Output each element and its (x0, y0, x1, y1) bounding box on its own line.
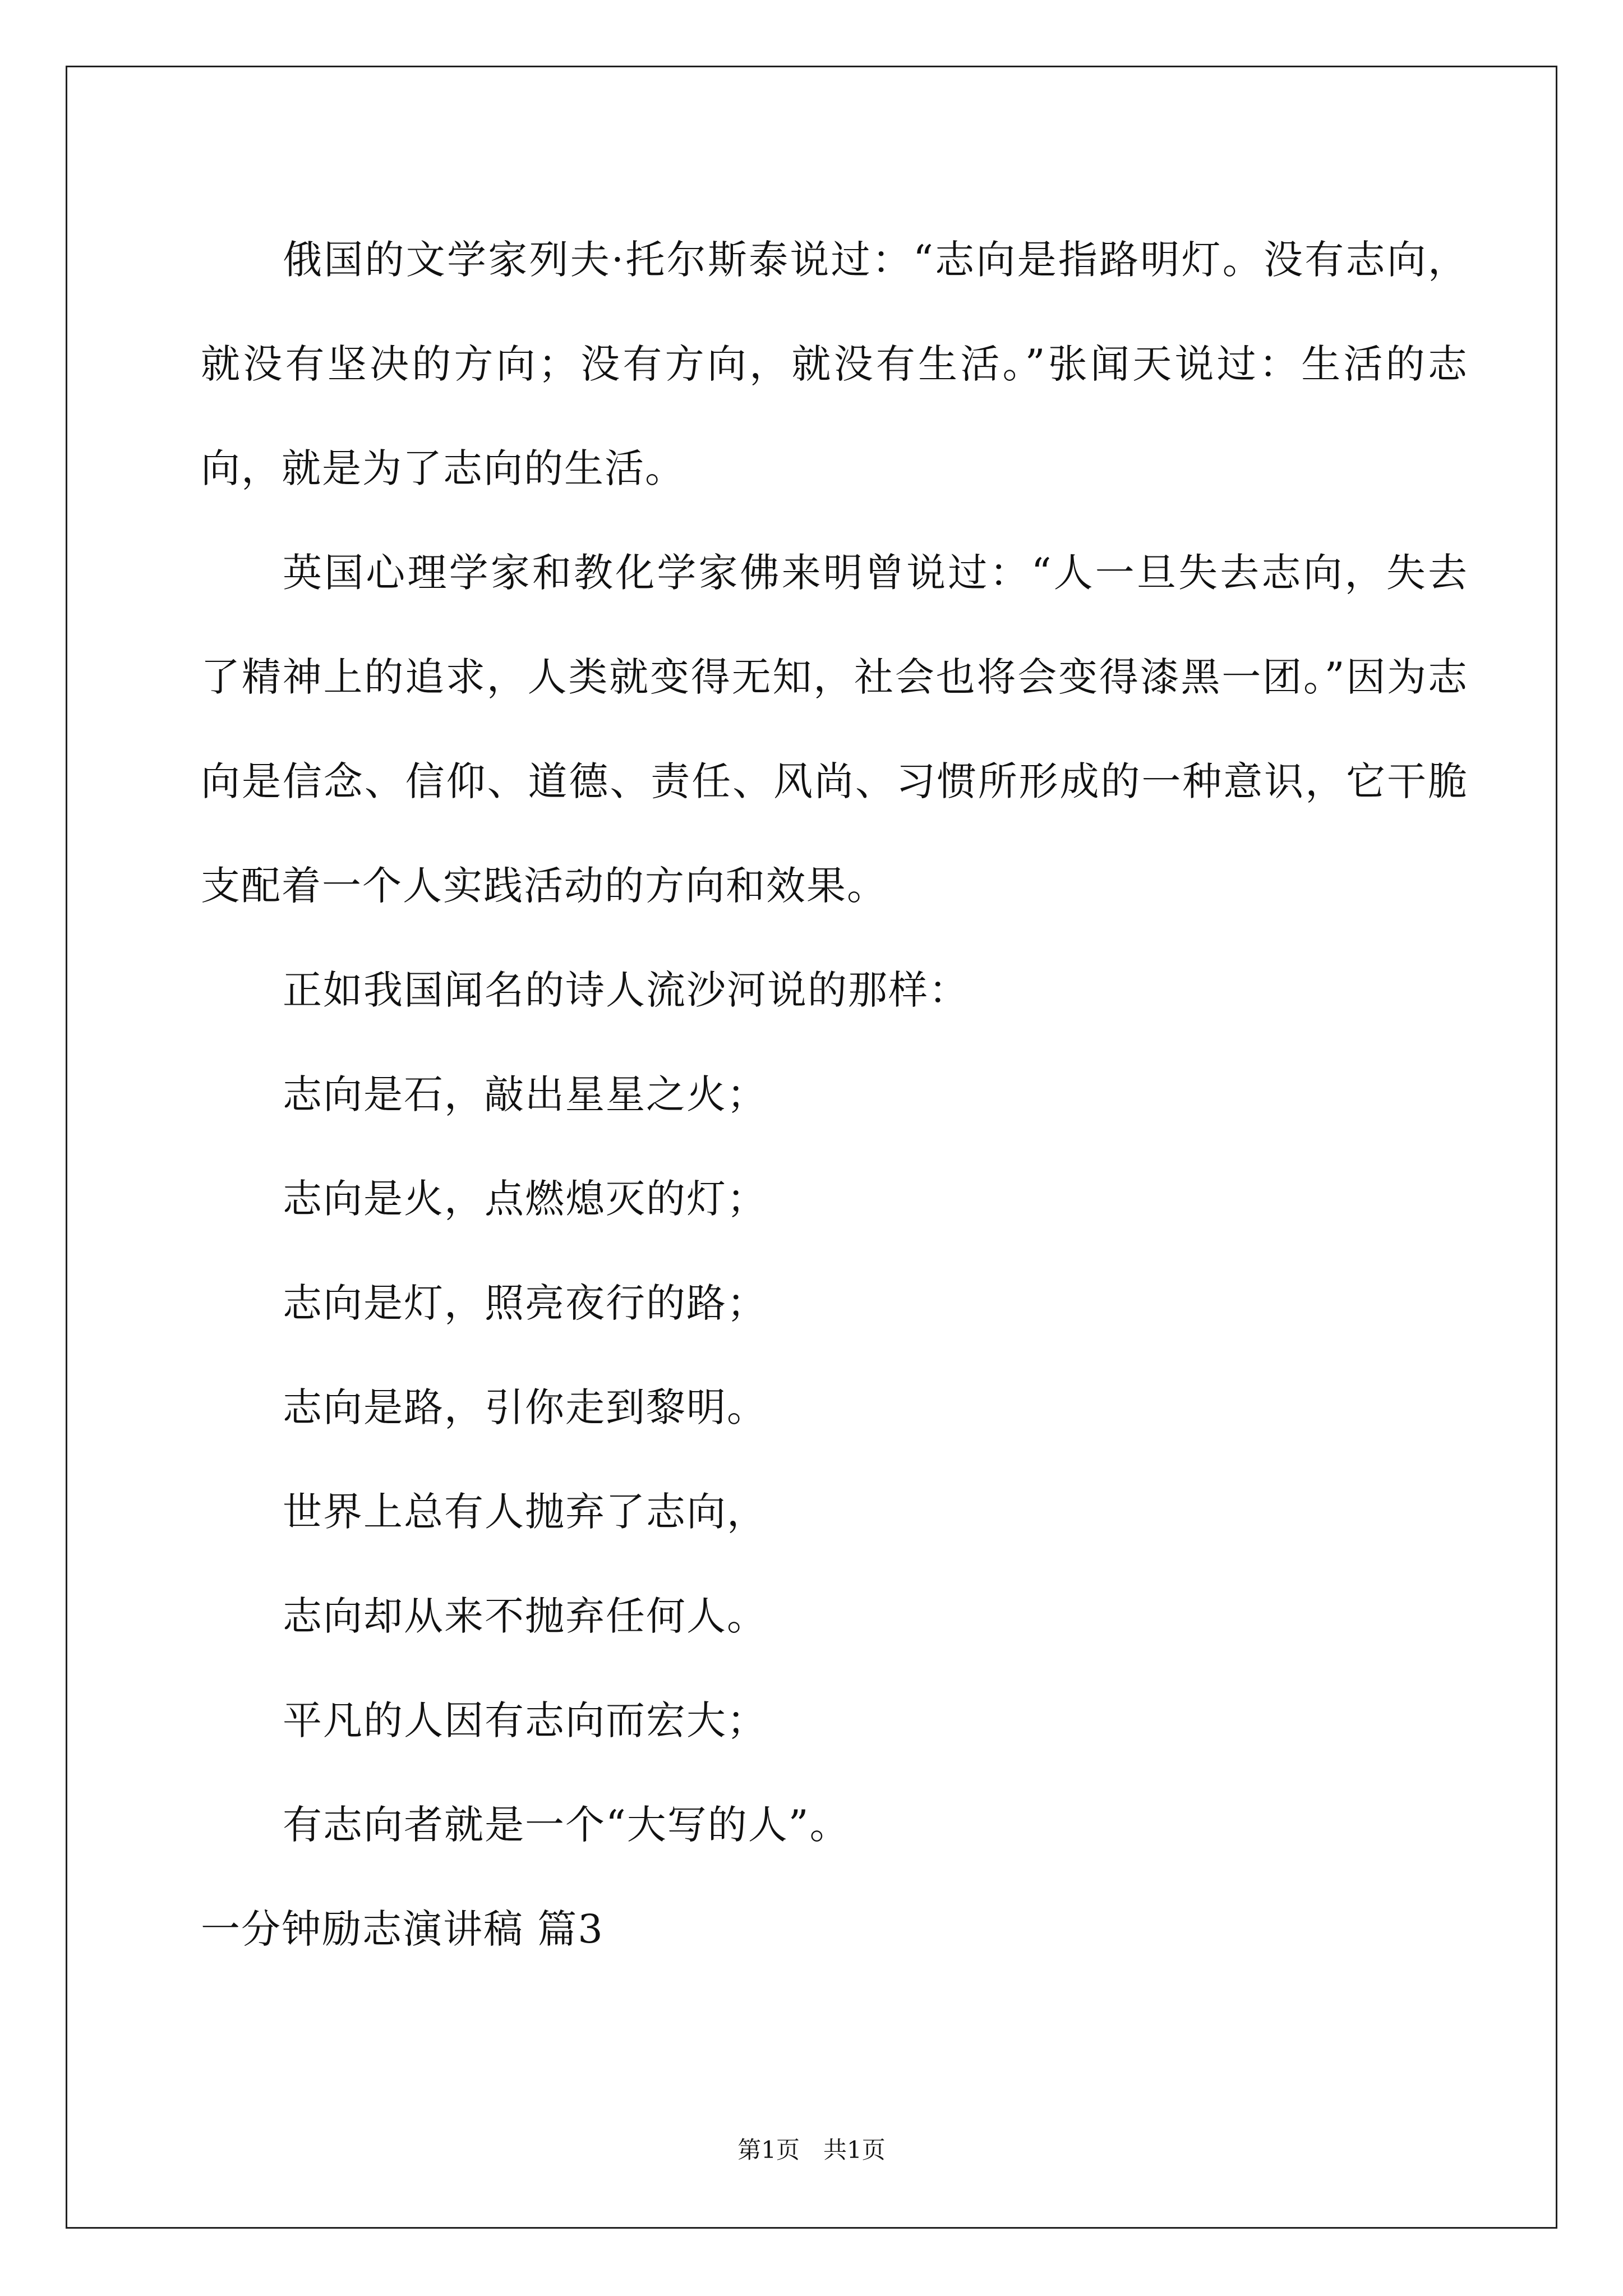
section-heading: 一分钟励志演讲稿 篇3 (201, 1906, 604, 1952)
poem-line-6: 志向却从来不抛弃任何人。 (283, 1593, 767, 1639)
poem-line-5: 世界上总有人抛弃了志向， (283, 1489, 767, 1535)
poem-line-4: 志向是路，引你走到黎明。 (283, 1384, 767, 1430)
paragraph-poem-intro: 正如我国闻名的诗人流沙河说的那样： (283, 967, 969, 1013)
poem-line-3: 志向是灯，照亮夜行的路； (283, 1280, 767, 1326)
page-number-current: 第1页 (737, 2136, 800, 2164)
poem-line-1: 志向是石，敲出星星之火； (283, 1071, 767, 1117)
page-number-total: 共1页 (823, 2136, 886, 2164)
poem-line-7: 平凡的人因有志向而宏大； (283, 1697, 767, 1743)
poem-line-8: 有志向者就是一个“大写的人”。 (283, 1802, 850, 1848)
document-body (201, 208, 1468, 1981)
poem-line-2: 志向是火，点燃熄灭的灯； (283, 1176, 767, 1222)
paragraph-tolstoy-quote: 俄国的文学家列夫·托尔斯泰说过：“志向是指路明灯。没有志向，就没有坚决的方向；没有方向，就没有生活。”张闻天说过：生活的志向，就是为了志向的生活。 (201, 237, 1468, 491)
paragraph-fleming-quote: 英国心理学家和教化学家佛来明曾说过：“人一旦失去志向，失去了精神上的追求，人类就变得无知，社会也将会变得漆黑一团。”因为志向是信念、信仰、道德、责任、风尚、习惯所形成的一种意识，它干脆支配着一个人实践活动的方向和效果。 (201, 550, 1468, 909)
page-footer (0, 2133, 1623, 2167)
